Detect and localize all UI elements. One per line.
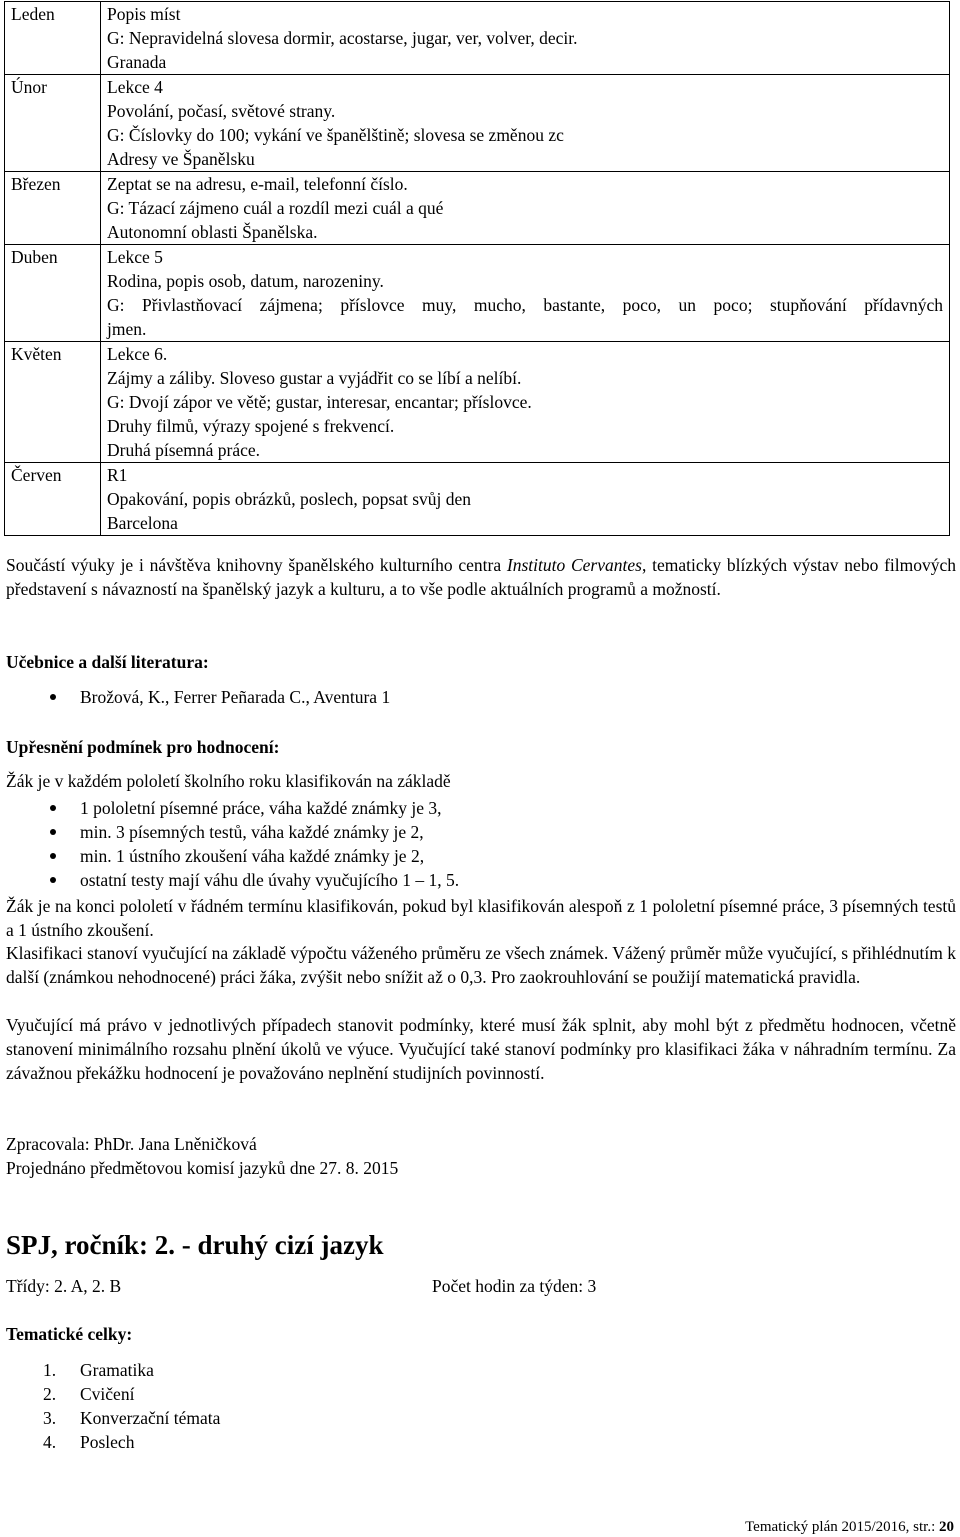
list-item <box>6 685 956 709</box>
table-row <box>5 342 950 463</box>
content-line: G: Tázací zájmeno cuál a rozdíl mezi cuál a qué <box>107 198 444 218</box>
content-line: Opakování, popis obrázků, poslech, popsat svůj den <box>107 489 472 509</box>
content-cell <box>101 342 950 463</box>
list-item-text: min. 3 písemných testů, váha každé známky je 2, <box>80 822 424 842</box>
assessment-heading: Upřesnění podmínek pro hodnocení: <box>6 737 280 757</box>
table-row <box>5 245 950 342</box>
bullet-icon <box>50 829 56 835</box>
classes-row <box>6 1274 956 1298</box>
table-row <box>5 75 950 172</box>
content-line: jmen. <box>107 319 147 339</box>
table-row <box>5 463 950 536</box>
list-item-text: Cvičení <box>80 1384 135 1404</box>
content-line: Zájmy a záliby. Sloveso gustar a vyjádřit co se líbí a nelíbí. <box>107 368 522 388</box>
list-item-number: 3. <box>43 1408 57 1428</box>
content-line: Granada <box>107 52 167 72</box>
bullet-icon <box>50 877 56 883</box>
assessment-paragraph-2: Klasifikaci stanoví vyučující na základě výpočtu váženého průměru ze všech známek. Vážený průměr může vyučující, s přihlédnutím k další (známkou nehodnocené) práci žáka, zvýšit nebo snížit až o 0,3. Pro zaokrouhlování se použijí matematická pravidla. <box>6 943 956 987</box>
bullet-icon <box>50 805 56 811</box>
content-line: Lekce 6. <box>107 344 168 364</box>
list-item-text: Brožová, K., Ferrer Peñarada C., Aventura 1 <box>80 687 391 707</box>
content-line: Barcelona <box>107 513 178 533</box>
list-item <box>6 844 956 868</box>
content-cell <box>101 245 950 342</box>
content-line: Zeptat se na adresu, e-mail, telefonní číslo. <box>107 174 408 194</box>
list-item <box>6 820 956 844</box>
list-item-number: 2. <box>43 1384 57 1404</box>
literature-list <box>6 685 956 709</box>
intro-text-before: Součástí výuky je i návštěva knihovny španělského kulturního centra <box>6 555 507 575</box>
month-cell: Leden <box>5 2 101 75</box>
list-item <box>6 796 956 820</box>
content-line: Druhá písemná práce. <box>107 440 261 460</box>
content-line: G: Přivlastňovací zájmena; příslovce muy, mucho, bastante, poco, un poco; stupňování přídavných <box>107 295 943 315</box>
assessment-criteria-list <box>6 796 956 892</box>
content-line: Povolání, počasí, světové strany. <box>107 101 336 121</box>
content-line: G: Dvojí zápor ve větě; gustar, interesar, encantar; příslovce. <box>107 392 532 412</box>
intro-paragraph <box>6 553 956 601</box>
list-item <box>6 1430 956 1454</box>
list-item-text: Konverzační témata <box>80 1408 221 1428</box>
content-cell <box>101 463 950 536</box>
table-row <box>5 2 950 75</box>
list-item <box>6 1382 956 1406</box>
list-item-text: Gramatika <box>80 1360 154 1380</box>
content-line: G: Číslovky do 100; vykání ve španělštině; slovesa se změnou zc <box>107 125 564 145</box>
page-footer <box>745 1518 954 1536</box>
assessment-paragraph-1: Žák je na konci pololetí v řádném termínu klasifikován, pokud byl klasifikován alespoň z 1 pololetní písemné práce, 3 písemných testů a 1 ústního zkoušení. <box>6 896 956 940</box>
month-cell: Duben <box>5 245 101 342</box>
list-item-text: 1 pololetní písemné práce, váha každé známky je 3, <box>80 798 442 818</box>
assessment-intro: Žák je v každém pololetí školního roku klasifikován na základě <box>6 771 451 791</box>
content-line: Autonomní oblasti Španělska. <box>107 222 318 242</box>
content-line: G: Nepravidelná slovesa dormir, acostarse, jugar, ver, volver, decir. <box>107 28 578 48</box>
content-line: Rodina, popis osob, datum, narozeniny. <box>107 271 384 291</box>
content-line: Popis míst <box>107 4 181 24</box>
hours-label: Počet hodin za týden: 3 <box>432 1276 597 1296</box>
list-item-text: ostatní testy mají váhu dle úvahy vyučujícího 1 – 1, 5. <box>80 870 460 890</box>
list-item-number: 4. <box>43 1432 57 1452</box>
month-cell: Květen <box>5 342 101 463</box>
content-line: Lekce 5 <box>107 247 163 267</box>
thematic-plan-table <box>4 1 950 536</box>
month-cell: Červen <box>5 463 101 536</box>
prepared-by: Zpracovala: PhDr. Jana Lněničková <box>6 1134 257 1154</box>
content-cell <box>101 75 950 172</box>
content-line: Lekce 4 <box>107 77 163 97</box>
list-item-text: Poslech <box>80 1432 135 1452</box>
bullet-icon <box>50 694 56 700</box>
list-item-text: min. 1 ústního zkoušení váha každé známky je 2, <box>80 846 425 866</box>
list-item <box>6 1358 956 1382</box>
list-item <box>6 868 956 892</box>
topics-heading: Tematické celky: <box>6 1324 133 1344</box>
month-cell: Únor <box>5 75 101 172</box>
approved-note: Projednáno předmětovou komisí jazyků dne 27. 8. 2015 <box>6 1158 399 1178</box>
literature-heading: Učebnice a další literatura: <box>6 652 209 672</box>
assessment-paragraph-3: Vyučující má právo v jednotlivých případech stanovit podmínky, které musí žák splnit, aby mohl být z předmětu hodnocen, včetně stanovení minimálního rozsahu plnění úkolů ve výuce. Vyučující také stanoví podmínky pro klasifikaci žáka v náhradním termínu. Za závažnou překážku hodnocení je považováno neplnění studijních povinností. <box>6 1015 956 1083</box>
month-cell: Březen <box>5 172 101 245</box>
content-line: R1 <box>107 465 128 485</box>
content-cell <box>101 172 950 245</box>
section-title: SPJ, ročník: 2. - druhý cizí jazyk <box>6 1230 384 1260</box>
table-row <box>5 172 950 245</box>
bullet-icon <box>50 853 56 859</box>
intro-text-after: , tematicky blízkých výstav nebo filmových představení s návazností na španělský jazyk a kulturu, a to vše podle aktuálních programů a možností. <box>6 555 957 599</box>
content-cell <box>101 2 950 75</box>
list-item-number: 1. <box>43 1360 57 1380</box>
list-item <box>6 1406 956 1430</box>
intro-italic-term: Instituto Cervantes <box>506 555 642 575</box>
topics-list <box>6 1358 956 1454</box>
footer-label: Tematický plán 2015/2016, str.: <box>745 1519 939 1535</box>
content-line: Druhy filmů, výrazy spojené s frekvencí. <box>107 416 395 436</box>
content-line: Adresy ve Španělsku <box>107 149 255 169</box>
classes-label: Třídy: 2. A, 2. B <box>6 1276 122 1296</box>
page-number: 20 <box>939 1519 954 1535</box>
